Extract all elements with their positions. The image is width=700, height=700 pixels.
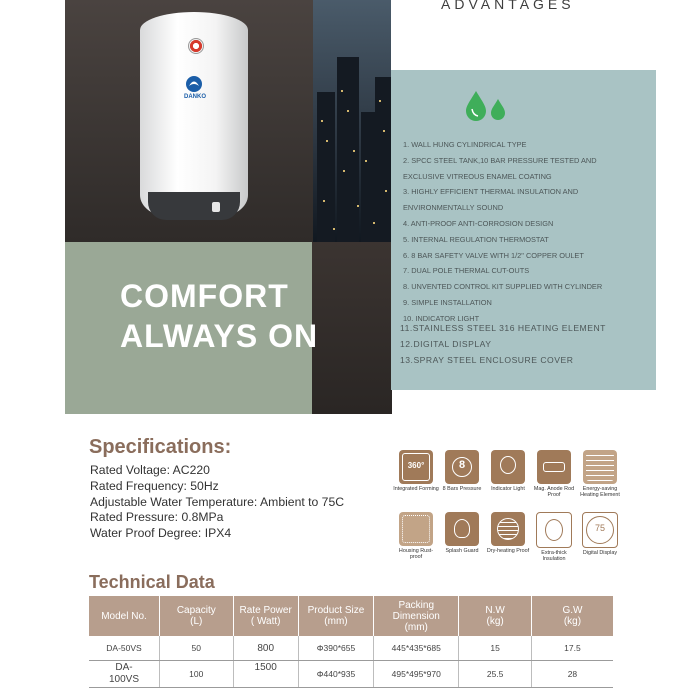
- table-cell: 495*495*970: [374, 661, 459, 688]
- advantages-list: [403, 137, 653, 327]
- headline-line2: ALWAYS ON: [120, 318, 319, 354]
- advantage-item: 6. 8 BAR SAFETY VALVE WITH 1/2" COPPER OULET: [403, 250, 584, 260]
- spec-line: Rated Voltage: AC220: [90, 463, 210, 477]
- heater-base: [148, 192, 240, 220]
- advantage-item: 3. HIGHLY EFFICIENT THERMAL INSULATION AND: [403, 187, 579, 197]
- advantage-item: ENVIRONMENTALLY SOUND: [403, 203, 504, 213]
- advantage-item: 10. INDICATOR LIGHT: [403, 313, 480, 323]
- headline-line1: COMFORT: [120, 278, 289, 314]
- insulation-icon: [536, 512, 572, 548]
- table-cell: 100: [160, 661, 233, 688]
- feature-label: Digital Display: [582, 550, 618, 556]
- feature-label: Mag. Anode Rod Proof: [533, 486, 575, 499]
- heating-element-icon: [583, 450, 617, 484]
- danko-logo-icon: [184, 74, 204, 94]
- technical-data-table: [89, 596, 613, 688]
- feature-heating-element: [577, 450, 623, 498]
- feature-digital-display: [577, 512, 623, 556]
- feature-extra-thick-insulation: [531, 512, 577, 562]
- 360-icon: 360°: [399, 450, 433, 484]
- table-header-row: [89, 596, 613, 636]
- table-cell: 445*435*685: [374, 636, 459, 661]
- spec-line: Rated Frequency: 50Hz: [90, 478, 219, 493]
- table-cell: Φ390*655: [298, 636, 373, 661]
- advantages-title: ADVANTAGES: [441, 0, 575, 12]
- table-cell: Φ440*935: [298, 661, 373, 688]
- feature-8-bars-pressure: [439, 450, 485, 492]
- 8-bar-icon: 8: [445, 450, 479, 484]
- feature-label: Housing Rust-proof: [398, 548, 434, 561]
- advantage-item: 9. SIMPLE INSTALLATION: [403, 297, 492, 307]
- building: [375, 77, 391, 242]
- thermostat-dial-icon: [188, 38, 204, 54]
- advantage-item: 8. UNVENTED CONTROL KIT SUPPLIED WITH CYLINDER: [403, 282, 603, 292]
- table-cell: DA-50VS: [89, 636, 160, 661]
- specifications-title: Specifications:: [89, 436, 232, 458]
- headline: [120, 276, 380, 356]
- advantage-item: 4. ANTI-PROOF ANTI-CORROSION DESIGN: [403, 218, 554, 228]
- advantage-item: 2. SPCC STEEL TANK,10 BAR PRESSURE TESTED AND: [403, 155, 597, 165]
- anode-icon: [537, 450, 571, 484]
- building: [337, 57, 359, 242]
- column-header: Packing Dimension (mm): [374, 596, 459, 636]
- column-header: Model No.: [89, 596, 160, 636]
- digital-display-icon: 75: [582, 512, 618, 548]
- splash-guard-icon: [445, 512, 479, 546]
- rust-proof-icon: [399, 512, 433, 546]
- table-cell: DA- 100VS: [89, 661, 160, 688]
- feature-label: Extra-thick Insulation: [541, 550, 567, 563]
- bulb-icon: [491, 450, 525, 484]
- feature-indicator-light: [485, 450, 531, 492]
- column-header: Rate Power ( Watt): [233, 596, 298, 636]
- column-header: G.W (kg): [531, 596, 613, 636]
- feature-label: Energy-saving Heating Element: [580, 486, 620, 499]
- table-cell: 28: [531, 661, 613, 688]
- table-cell: 800: [233, 636, 298, 661]
- table-cell: 50: [160, 636, 233, 661]
- advantage-item: 12.DIGITAL DISPLAY: [400, 339, 492, 349]
- feature-label: 8 Bars Pressure: [442, 486, 482, 492]
- brand-logo-text: DANKO: [184, 94, 206, 100]
- column-header: Product Size (mm): [298, 596, 373, 636]
- table-cell: 1500: [233, 661, 298, 688]
- city-skyline: [313, 0, 391, 242]
- spec-line: Rated Pressure: 0.8MPa: [90, 510, 224, 525]
- specifications-list: [90, 463, 344, 542]
- column-header: N.W (kg): [459, 596, 532, 636]
- feature-splash-guard: [439, 512, 485, 554]
- heater-knob: [212, 202, 220, 212]
- advantages-list-extra: [400, 320, 650, 368]
- table-row: [89, 661, 613, 688]
- feature-label: Integrated Forming: [393, 486, 439, 492]
- feature-dry-heating-proof: [485, 512, 531, 554]
- column-header: Capacity (L): [160, 596, 233, 636]
- feature-label: Dry-heating Proof: [486, 548, 530, 554]
- table-cell: 17.5: [531, 636, 613, 661]
- building: [317, 92, 335, 242]
- advantage-item: EXCLUSIVE VITREOUS ENAMEL COATING: [403, 171, 552, 181]
- feature-icons: [393, 450, 623, 570]
- water-drops-icon: [466, 89, 510, 121]
- advantage-item: 5. INTERNAL REGULATION THERMOSTAT: [403, 234, 549, 244]
- feature-label: Splash Guard: [445, 548, 479, 554]
- table-cell: 15: [459, 636, 532, 661]
- technical-data-title: Technical Data: [89, 572, 215, 592]
- spec-line: Water Proof Degree: IPX4: [90, 526, 232, 541]
- dry-heating-icon: [491, 512, 525, 546]
- table-cell: 25.5: [459, 661, 532, 688]
- feature-integrated-forming: [393, 450, 439, 492]
- table-row: [89, 636, 613, 661]
- advantage-item: 7. DUAL POLE THERMAL CUT-OUTS: [403, 266, 530, 276]
- advantage-item: 11.STAINLESS STEEL 316 HEATING ELEMENT: [400, 323, 606, 333]
- water-heater-image: [140, 12, 248, 217]
- feature-housing-rust-proof: [393, 512, 439, 560]
- feature-label: Indicator Light: [491, 486, 525, 492]
- advantage-item: 1. WALL HUNG CYLINDRICAL TYPE: [403, 140, 527, 149]
- feature-anode-rod: [531, 450, 577, 498]
- advantage-item: 13.SPRAY STEEL ENCLOSURE COVER: [400, 355, 574, 365]
- spec-line: Adjustable Water Temperature: Ambient to 75C: [90, 494, 345, 509]
